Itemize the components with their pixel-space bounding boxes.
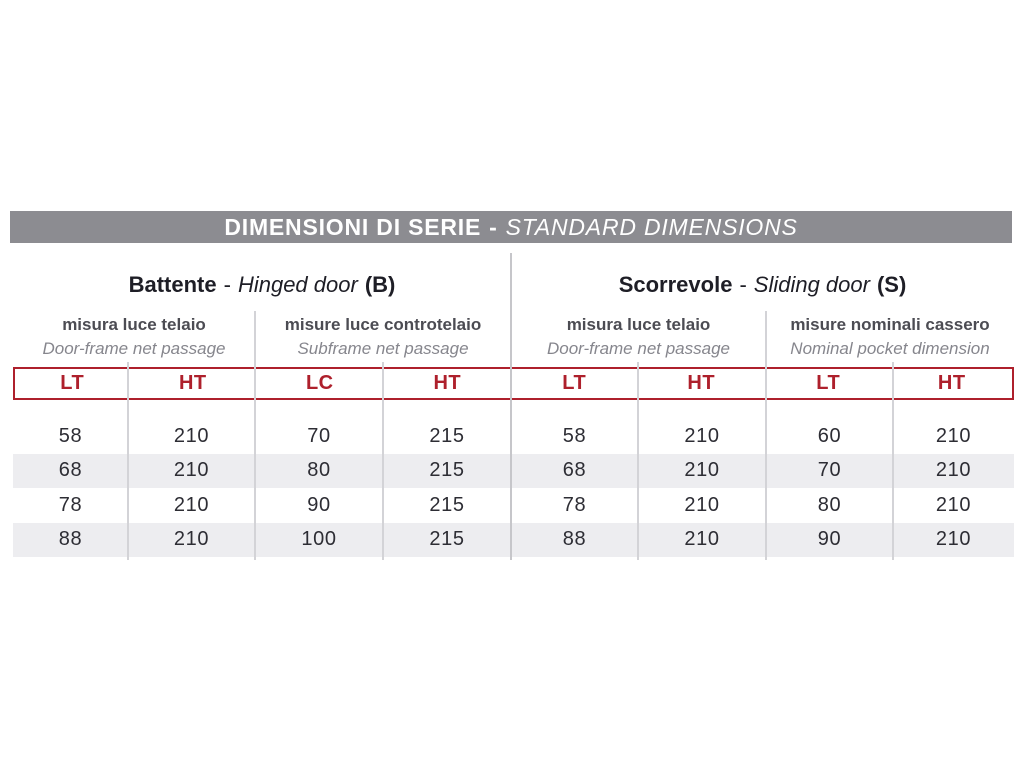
dimensions-banner (10, 211, 1012, 243)
column-header-ht: HT (433, 372, 462, 394)
battente-name-english: Hinged door (237, 272, 358, 297)
table-row (13, 488, 1014, 523)
banner-title-english: STANDARD DIMENSIONS (505, 213, 798, 240)
dimension-cell: 90 (307, 493, 331, 516)
dimension-cell: 80 (817, 493, 842, 516)
group-label-english: Nominal pocket dimension (790, 339, 990, 358)
dimension-cell: 210 (935, 459, 972, 482)
group-label-italian: misure luce controtelaio (284, 315, 482, 334)
vertical-divider (637, 362, 639, 560)
section-title-battente (13, 267, 511, 303)
dimension-cell: 210 (173, 528, 210, 551)
dimension-cell: 210 (173, 424, 210, 447)
dimension-cell: 100 (301, 528, 337, 551)
dimension-cell: 88 (562, 528, 587, 551)
column-header-ht: HT (178, 372, 207, 394)
column-header-lc: LC (305, 372, 334, 394)
group-label-english: Door-frame net passage (42, 339, 226, 358)
dimension-cell: 210 (684, 459, 720, 482)
dimension-cell: 210 (684, 424, 720, 447)
vertical-divider (510, 253, 512, 560)
group-label-italian: misure nominali cassero (790, 315, 990, 334)
group-label-english: Subframe net passage (297, 339, 469, 358)
dimension-cell: 210 (935, 493, 972, 516)
dimension-cell: 210 (684, 528, 720, 551)
vertical-divider (254, 311, 256, 560)
column-group-header-row (13, 311, 1014, 363)
dimension-cell: 80 (307, 459, 331, 482)
dimension-cell: 210 (935, 424, 972, 447)
column-header-lt: LT (60, 372, 85, 394)
table-row (13, 523, 1014, 558)
scorrevole-name-english: Sliding door (753, 272, 870, 297)
dimension-cell: 68 (58, 459, 83, 482)
vertical-divider (127, 362, 129, 560)
battente-code: (B) (364, 272, 396, 297)
column-header-ht: HT (937, 372, 966, 394)
banner-separator: - (489, 213, 498, 240)
dimension-cell: 210 (173, 459, 210, 482)
group-label-italian: misura luce telaio (566, 315, 711, 334)
table-row (13, 454, 1014, 489)
dimension-cell: 210 (684, 493, 720, 516)
dimension-cell: 78 (58, 493, 83, 516)
dimension-cell: 70 (307, 424, 331, 447)
battente-separator: - (223, 272, 231, 297)
table-row (13, 419, 1014, 454)
scorrevole-name-italian: Scorrevole (618, 272, 733, 297)
vertical-divider (892, 362, 894, 560)
dimension-cell: 210 (173, 493, 210, 516)
dimension-cell: 70 (817, 459, 842, 482)
dimension-cell: 68 (562, 459, 587, 482)
dimension-cell: 215 (429, 493, 465, 516)
group-header-nominal-pocket-dimension (766, 311, 1014, 363)
banner-title-italian: DIMENSIONI DI SERIE (224, 213, 482, 240)
dimensions-table-body (13, 419, 1014, 557)
dimension-cell: 215 (429, 424, 465, 447)
group-header-frame-net-passage-s (511, 311, 766, 363)
column-code-header-row (13, 367, 1014, 400)
column-header-lt: LT (816, 372, 841, 394)
dimension-cell: 215 (429, 528, 465, 551)
column-header-lt: LT (562, 372, 587, 394)
group-label-english: Door-frame net passage (546, 339, 730, 358)
dimension-cell: 78 (562, 493, 587, 516)
dimension-cell: 210 (935, 528, 972, 551)
dimension-cell: 60 (817, 424, 842, 447)
dimension-cell: 88 (58, 528, 83, 551)
column-header-ht: HT (687, 372, 716, 394)
dimension-cell: 215 (429, 459, 465, 482)
dimension-cell: 90 (817, 528, 842, 551)
group-label-italian: misura luce telaio (62, 315, 206, 334)
vertical-divider (765, 311, 767, 560)
vertical-divider (382, 362, 384, 560)
section-title-scorrevole (511, 267, 1014, 303)
scorrevole-separator: - (739, 272, 747, 297)
scorrevole-code: (S) (876, 272, 907, 297)
dimension-cell: 58 (562, 424, 587, 447)
battente-name-italian: Battente (128, 272, 217, 297)
dimension-cell: 58 (58, 424, 83, 447)
group-header-subframe-net-passage (255, 311, 511, 363)
group-header-frame-net-passage-b (13, 311, 255, 363)
